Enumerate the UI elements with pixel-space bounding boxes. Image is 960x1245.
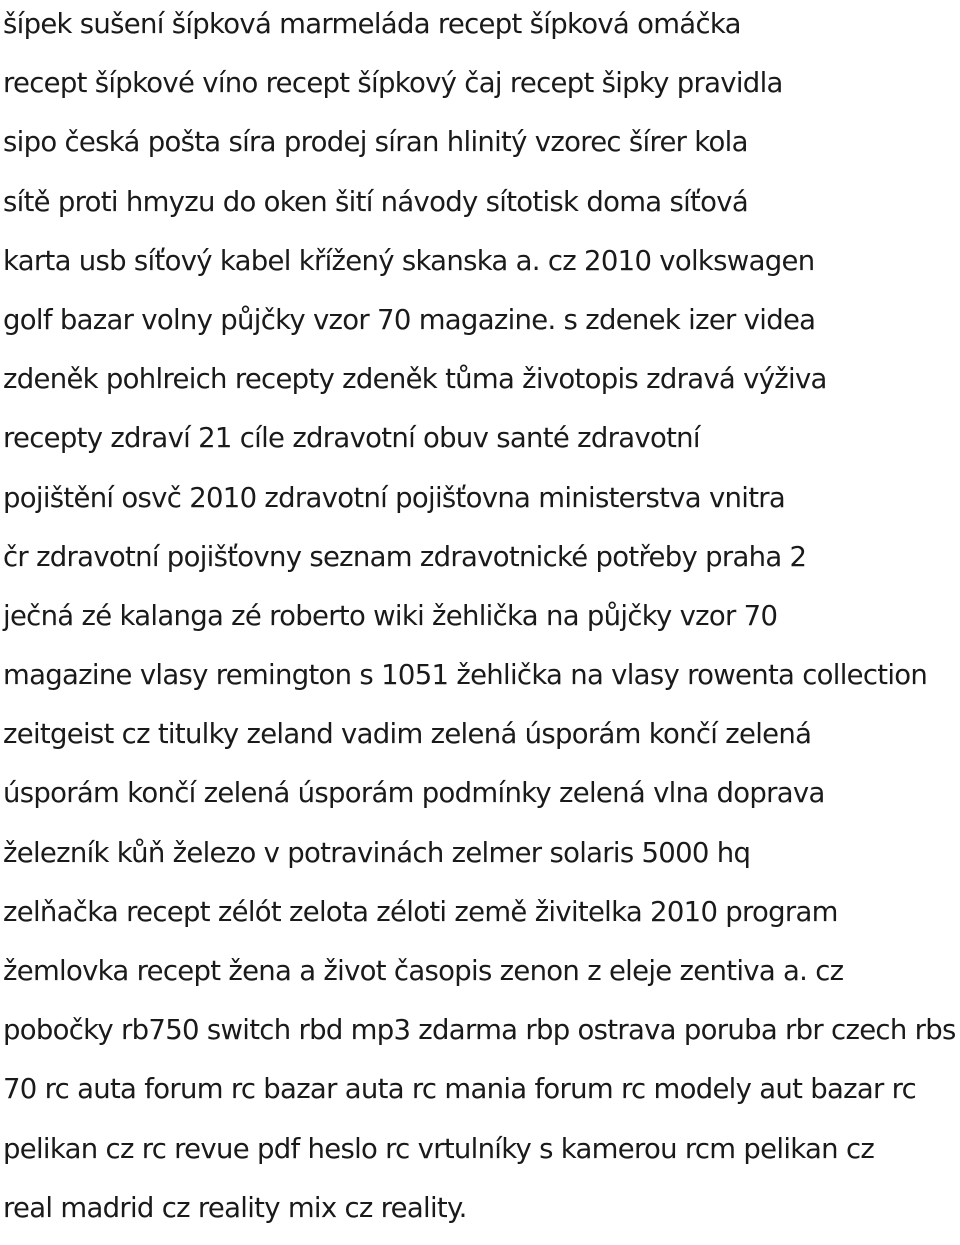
text-line: železník kůň železo v potravinách zelmer solaris 5000 hq: [3, 836, 751, 869]
text-line: zdeněk pohlreich recepty zdeněk tůma životopis zdravá výživa: [3, 363, 827, 396]
text-line: 70 rc auta forum rc bazar auta rc mania forum rc modely aut bazar rc: [3, 1073, 917, 1106]
text-line: recept šípkové víno recept šípkový čaj recept šipky pravidla: [3, 67, 783, 100]
text-line: pelikan cz rc revue pdf heslo rc vrtulníky s kamerou rcm pelikan cz: [3, 1132, 875, 1165]
text-line: pobočky rb750 switch rbd mp3 zdarma rbp ostrava poruba rbr czech rbs: [3, 1014, 956, 1047]
text-line: zeitgeist cz titulky zeland vadim zelená úsporám končí zelená: [3, 718, 812, 751]
text-line: úsporám končí zelená úsporám podmínky zelená vlna doprava: [3, 777, 825, 810]
text-block: [3, 2, 956, 1245]
text-line: sipo česká pošta síra prodej síran hlinitý vzorec šírer kola: [3, 126, 748, 159]
text-line: pojištění osvč 2010 zdravotní pojišťovna ministerstva vnitra: [3, 481, 786, 514]
text-line: zelňačka recept zélót zelota zéloti země živitelka 2010 program: [3, 895, 838, 928]
text-line: golf bazar volny půjčky vzor 70 magazine. s zdenek izer videa: [3, 303, 816, 336]
text-line: recepty zdraví 21 cíle zdravotní obuv santé zdravotní: [3, 422, 700, 455]
text-line: žemlovka recept žena a život časopis zenon z eleje zentiva a. cz: [3, 955, 844, 987]
text-line: karta usb síťový kabel křížený skanska a. cz 2010 volkswagen: [3, 244, 815, 277]
text-line: sítě proti hmyzu do oken šití návody sítotisk doma síťová: [3, 185, 748, 218]
text-line: real madrid cz reality mix cz reality.: [3, 1191, 467, 1224]
text-line: šípek sušení šípková marmeláda recept šípková omáčka: [3, 8, 741, 40]
text-line: ječná zé kalanga zé roberto wiki žehlička na půjčky vzor 70: [3, 599, 778, 632]
text-line: čr zdravotní pojišťovny seznam zdravotnické potřeby praha 2: [3, 540, 807, 573]
text-line: magazine vlasy remington s 1051 žehlička na vlasy rowenta collection: [3, 659, 928, 692]
